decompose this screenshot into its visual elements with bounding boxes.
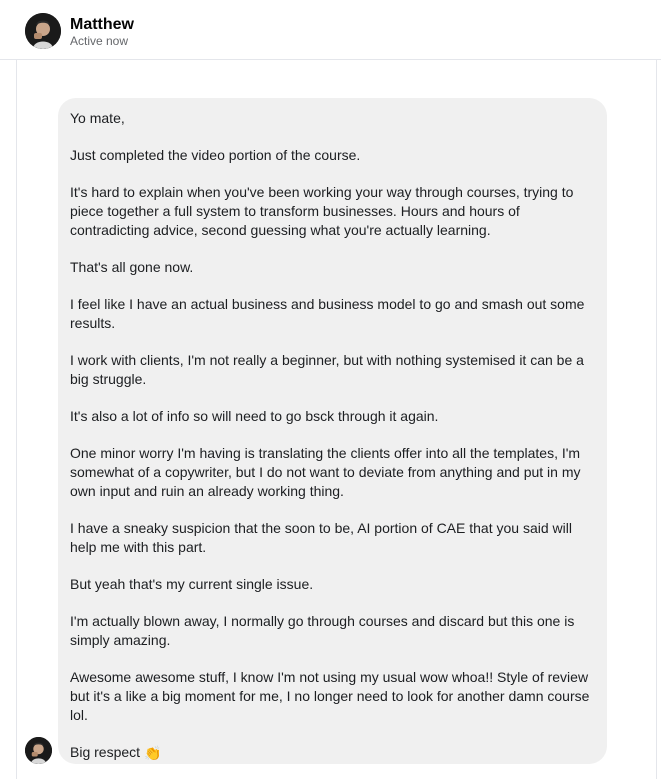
contact-avatar[interactable]	[25, 13, 61, 49]
profile-photo-icon	[25, 13, 61, 49]
chat-header	[0, 0, 661, 60]
contact-status: Active now	[70, 34, 129, 48]
clapping-hands-icon: 👏	[143, 745, 162, 761]
profile-photo-icon	[25, 737, 52, 764]
contact-name[interactable]: Matthew	[70, 16, 134, 33]
message-paragraph: Awesome awesome stuff, I know I'm not using my usual wow whoa!! Style of review but it's a like a big moment for me, I no longer need to look for another damn course lol.	[70, 669, 590, 723]
message-paragraph: I'm actually blown away, I normally go through courses and discard but this one is simply amazing.	[70, 613, 575, 648]
message-paragraph: But yeah that's my current single issue.	[70, 576, 314, 592]
message-bubble[interactable]	[58, 98, 607, 764]
message-final-line	[70, 743, 595, 763]
message-paragraph: It's also a lot of info so will need to go bsck through it again.	[70, 408, 439, 424]
message-paragraph: Yo mate,	[70, 110, 125, 126]
sender-avatar[interactable]	[25, 737, 52, 764]
message-paragraph: One minor worry I'm having is translating the clients offer into all the templates, I'm somewhat of a copywriter, but I do not want to deviate from anything and put in my own input and ruin an already working thing.	[70, 445, 581, 499]
message-paragraph: I have a sneaky suspicion that the soon to be, AI portion of CAE that you said will help me with this part.	[70, 520, 572, 555]
message-paragraph: It's hard to explain when you've been working your way through courses, trying to piece together a full system to transform businesses. Hours and hours of contradicting advice, second guessing what you're actually learning.	[70, 184, 574, 238]
message-paragraph: That's all gone now.	[70, 259, 194, 275]
message-paragraph: I feel like I have an actual business and business model to go and smash out some results.	[70, 296, 585, 331]
message-paragraph: Just completed the video portion of the course.	[70, 147, 361, 163]
message-final-text: Big respect	[70, 744, 141, 760]
message-paragraph: I work with clients, I'm not really a beginner, but with nothing systemised it can be a big struggle.	[70, 352, 584, 387]
